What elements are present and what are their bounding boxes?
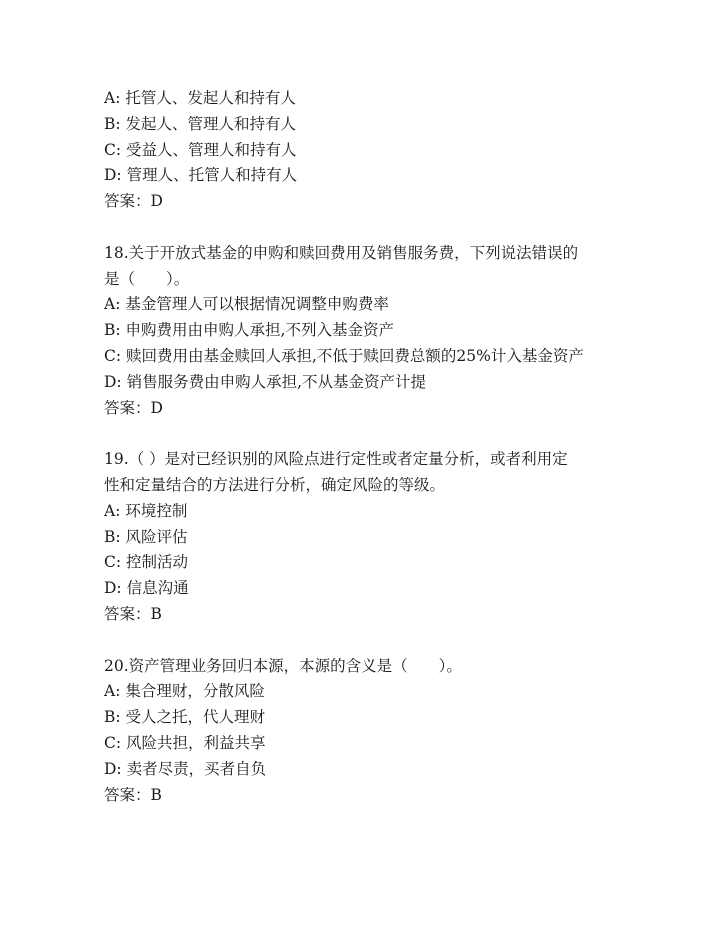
option-a: A: 集合理财，分散风险 xyxy=(104,682,265,701)
question-stem-line-1: 18.关于开放式基金的申购和赎回费用及销售服务费，下列说法错误的 xyxy=(104,243,579,262)
option-a: A: 环境控制 xyxy=(104,501,188,520)
document-page xyxy=(104,86,644,834)
option-b: B: 申购费用由申购人承担,不列入基金资产 xyxy=(104,321,394,340)
option-c: C: 控制活动 xyxy=(104,553,189,572)
option-d: D: 信息沟通 xyxy=(104,579,189,598)
option-c: C: 受益人、管理人和持有人 xyxy=(104,140,297,159)
option-b: B: 风险评估 xyxy=(104,527,188,546)
question-stem-line-1: 20.资产管理业务回归本源，本源的含义是（ ）。 xyxy=(104,656,462,675)
question-20 xyxy=(104,654,644,809)
option-d: D: 卖者尽责，买者自负 xyxy=(104,759,267,778)
question-stem-line-2: 是（ ）。 xyxy=(104,269,190,288)
option-d: D: 销售服务费由申购人承担,不从基金资产计提 xyxy=(104,372,427,391)
question-19 xyxy=(104,447,644,628)
option-a: A: 基金管理人可以根据情况调整申购费率 xyxy=(104,295,389,314)
question-stem-line-2: 性和定量结合的方法进行分析，确定风险的等级。 xyxy=(104,475,446,494)
answer: 答案：D xyxy=(104,192,163,211)
question-17 xyxy=(104,86,644,215)
question-18 xyxy=(104,241,644,422)
answer: 答案：B xyxy=(104,785,162,804)
option-b: B: 发起人、管理人和持有人 xyxy=(104,114,297,133)
question-stem-line-1: 19.（ ）是对已经识别的风险点进行定性或者定量分析，或者利用定 xyxy=(104,450,568,469)
answer: 答案：B xyxy=(104,604,162,623)
option-d: D: 管理人、托管人和持有人 xyxy=(104,166,298,185)
option-c: C: 赎回费用由基金赎回人承担,不低于赎回费总额的25%计入基金资产 xyxy=(104,346,584,365)
option-a: A: 托管人、发起人和持有人 xyxy=(104,89,296,107)
option-b: B: 受人之托，代人理财 xyxy=(104,708,266,727)
answer: 答案：D xyxy=(104,398,163,417)
option-c: C: 风险共担，利益共享 xyxy=(104,733,266,752)
